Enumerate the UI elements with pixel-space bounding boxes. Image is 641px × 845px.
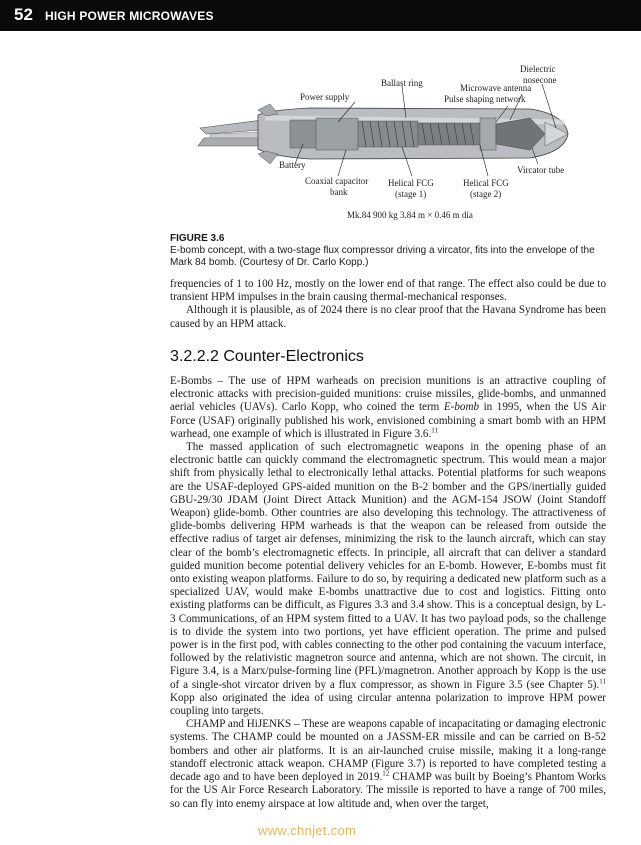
running-title: HIGH POWER MICROWAVES xyxy=(45,9,214,23)
label-stage-1: (stage 1) xyxy=(395,189,427,199)
citation-11a: 11 xyxy=(431,426,439,435)
label-stage-2: (stage 2) xyxy=(470,189,502,199)
ebomb-term: E-bomb xyxy=(443,401,480,414)
figure-ebomb xyxy=(170,52,600,230)
caption-label: FIGURE 3.6 xyxy=(170,233,225,244)
paragraph-havana-proof: Although it is plausible, as of 2024 there is no clear proof that the Havana Syndrome has been caused by an HPM attack. xyxy=(170,304,606,330)
paragraph-massed-application xyxy=(170,441,606,718)
label-coaxial-capacitor: Coaxial capacitor xyxy=(305,176,369,186)
power-supply-section xyxy=(316,118,358,150)
label-vircator-tube: Vircator tube xyxy=(517,165,565,175)
label-battery: Battery xyxy=(279,160,306,170)
page-number: 52 xyxy=(14,5,33,24)
paragraph-champ xyxy=(170,718,606,810)
label-dielectric: Dielectric xyxy=(520,64,556,74)
watermark: www.chnjet.com xyxy=(258,823,357,838)
page-header xyxy=(0,0,641,39)
label-helical-fcg-2: Helical FCG xyxy=(463,178,509,188)
label-bank: bank xyxy=(330,187,348,197)
massed-application-text: The massed application of such electromagnetic weapons in the opening phase of an electronic battle can quickly command the electromagnetic spectrum. This would mean a major shift from physically lethal to electronically lethal attacks. Potential platforms for such weapons are the USAF-deployed GPS-aided munition on the B-2 bomber and the GPS/inertially guided GBU-29/30 JDAM (Joint Direct Attack Munition) and the AGM-154 JSOW (Joint Standoff Weapon) glide-bomb. Other countries are also developing this technology. The attractiveness of glide-bombs delivering HPM warheads is that the weapon can be released from outside the effective radius of target air defenses, minimizing the risk to the launch aircraft, which can stay clear of the bomb’s electromagnetic effects. In principle, all aircraft that can deliver a standard guided munition become potential delivery vehicles for an E-bomb. However, E-bombs must fit onto existing weapon platforms. Failure to do so, by requiring a dedicated new platform such as a specialized UAV, would make E-bombs unattractive due to cost and logistics. Fitting onto existing platforms can be difficult, as Figures 3.3 and 3.4 show. This is a conceptual design, by L-3 Communications, of an HPM system fitted to a UAV. It has two payload pods, so the challenge is to divide the system into two portions, yet have efficient operation. The prime and pulsed power is in the first pod, with cables connecting to the other pod containing the vacuum interface, followed by the relativistic magnetron source and antenna, which are not shown. The circuit, in Figure 3.4, is a Marx/pulse-forming line (PFL)/magnetron. Another approach by Kopp is the use of a single-shot vircator driven by a flux compressor, as shown in Figure 3.5 (see Chapter 5). xyxy=(170,441,606,691)
body-block-top xyxy=(170,278,606,331)
label-microwave-antenna: Microwave antenna xyxy=(460,83,532,93)
citation-11b: 11 xyxy=(599,676,606,685)
label-helical-fcg-1: Helical FCG xyxy=(388,178,434,188)
body-block-main xyxy=(170,375,606,811)
paragraph-havana-effect: frequencies of 1 to 100 Hz, mostly on the lower end of that range. The effect also could be due to transient HPM impulses in the brain causing thermal-mechanical responses. xyxy=(170,278,606,304)
ballast-ring xyxy=(480,118,496,150)
ebombs-text-a: E-Bombs – The use of HPM warheads on precision munitions is an attractive coupling of electronic attacks with precision-guided munitions: cruise missiles, glide-bombs, and unmanned aerial vehicles (UAVs). Carlo Kopp, who coined the term xyxy=(170,375,606,414)
figure-caption xyxy=(170,233,600,269)
label-nosecone: nosecone xyxy=(523,75,557,85)
section-heading: 3.2.2.2 Counter-Electronics xyxy=(170,348,364,365)
champ-text-a: CHAMP and HiJENKS – These are weapons capable of incapacitating or damaging electronic systems. The CHAMP could be mounted on a JASSM-ER missile and can be carried on B-52 bombers and other air platforms. It is an air-launched cruise missile, making it a long-range standoff electronic attack weapon. CHAMP (Figure 3.7) is reported to have completed testing a decade ago and to have been deployed in 2019. xyxy=(170,718,606,784)
champ-text-b: CHAMP was built by Boeing’s Phantom Works for the US Air Force Research Laboratory. The missile is reported to have a range of 700 miles, so can fly into enemy airspace at low altitude and, when over the target, xyxy=(170,771,606,810)
ebombs-text-b: in 1995, when the US Air Force (USAF) originally published his work, envisioned combining a smart bomb with an HPM warhead, one example of which is illustrated in Figure 3.6. xyxy=(170,401,607,440)
label-pulse-shaping-network: Pulse shaping network xyxy=(444,94,526,104)
battery-section xyxy=(290,120,316,148)
label-power-supply: Power supply xyxy=(300,92,350,102)
citation-12: 12 xyxy=(382,769,390,778)
caption-text: E-bomb concept, with a two-stage flux compressor driving a vircator, fits into the envelope of the Mark 84 bomb. (Courtesy of Dr. Carlo Kopp.) xyxy=(170,245,595,268)
label-mk84-spec: Mk.84 900 kg 3.84 m × 0.46 m dia xyxy=(347,210,473,220)
massed-application-tail: Kopp also originated the idea of using circular antenna polarization to improve HPM power coupling into targets. xyxy=(170,691,606,718)
label-ballast-ring: Ballast ring xyxy=(381,78,423,88)
upper-tail-fin xyxy=(200,120,262,134)
paragraph-ebombs xyxy=(170,375,606,441)
